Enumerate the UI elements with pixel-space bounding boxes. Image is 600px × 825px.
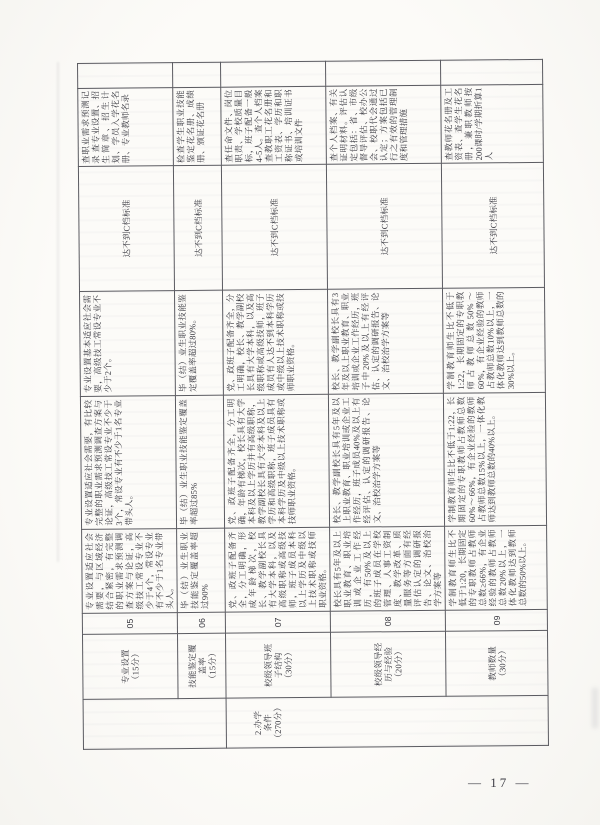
table-row-05 xyxy=(78,63,179,750)
indicator-cell: 校级领导经 历与经验 （20分） xyxy=(330,631,446,697)
scan-edge-artifact xyxy=(592,688,598,728)
grade-b-cell: 毕（结）业生职业技能鉴定覆盖率超过85% xyxy=(175,395,224,528)
scan-bleed-artifact xyxy=(57,62,59,562)
grade-c-cell: 校长、教学副校长具有3年及以上职业教育、职业培训或企业工作经历，班子中20%及以上有经评估、认定的调研报告、论文、治校治学方案等 xyxy=(327,288,443,394)
score-cell-empty xyxy=(173,62,221,87)
below-c-cell: 达不到C档标准 xyxy=(78,166,174,292)
below-c-cell: 达不到C档标准 xyxy=(326,163,442,289)
verification-method-cell: 查任命文件、岗位职责、学校质量目标，班子配备一般4-5人。查个人档案 查教职工花名册和工资表、学历和职称证书、培训证书或培训文件 xyxy=(221,86,327,165)
page-number: — 17 — xyxy=(468,775,532,790)
grade-a-cell: 学制教育师生比不低于1:20，长期固定的专职教师占教师总数≥66%，有企业经验的教师占教师总数20%以上，一体化教师达到教师总数的50%以上。 xyxy=(445,525,548,610)
row-number-cell: 07 xyxy=(225,611,330,633)
row-number-cell: 09 xyxy=(445,609,547,631)
verification-method-cell: 检查学生职业技能鉴定花名册、成绩册、颁证花名册 xyxy=(173,87,222,165)
section-cell: 2.办学 条件 （270分） xyxy=(226,695,548,748)
evaluation-criteria-table xyxy=(77,59,549,750)
below-c-cell: 达不到C档标准 xyxy=(221,164,327,290)
verification-method-cell: 查教师花名册及工资表、查学生花名册，兼职教师按200课时/学期折算1人 xyxy=(441,84,544,163)
score-cell-empty xyxy=(221,61,326,87)
score-cell-empty xyxy=(440,59,542,85)
score-cell-empty xyxy=(78,63,173,89)
rotated-table-container xyxy=(77,60,527,750)
row-number-cell: 05 xyxy=(82,613,177,635)
grade-a-cell: 毕（结）业生职业技能鉴定覆盖率超过90% xyxy=(177,528,226,612)
grade-b-cell: 校长、教学副校长具有5年及以上职业教育、职业培训或企业工作经历，班子成员40%及以上有经评估、认定的调研报告、论文、治校治学方案等 xyxy=(328,393,444,527)
indicator-cell: 校级领导班 子结构 （30分） xyxy=(225,632,331,698)
table-row-09 xyxy=(440,59,548,746)
grade-b-cell: 学制教育师生比不低于1:22，长期固定的专职教师占教师总数60%～66%，有企业经验的教师占教师总数15%以上，一体化教师达到教师总数的40%以上。 xyxy=(443,392,546,526)
verification-method-cell: 查个人档案、有关证明材料。评估认定包括：省、市级督导评估、校办公会、校职代会通过认定；方案包括已行之有效的管理制度和管理措施 xyxy=(326,85,442,164)
below-c-cell: 达不到C档标准 xyxy=(441,162,544,288)
grade-a-cell: 党、政班子配备齐全，分工明确，形成年龄梯次，校长、教学副校长具有大学本科，以及高级职称或高级技师，班子成员本科以上学历及中级以上技术职称或技师职业资格。 xyxy=(225,527,331,612)
grade-a-cell: 校长具有5年及以上职业教育、职业培训或企业工作经历，有50%及以上的班子成员在学校管理、人事工资制度、教学改革、质量服务等方面有经评估认定的调研报告、论文、治校治学方案等 xyxy=(330,526,446,611)
section-cell-empty xyxy=(83,698,226,749)
table-row-07 xyxy=(221,61,332,748)
table-row-08 xyxy=(326,60,447,747)
grade-c-cell: 党、政班子配备齐全，分工明确，校长、教学副校长具有大学本科，以及高级职称或高级技师，班子成员有人达不到本科学历或中级以上技术职称或技师职业资格。 xyxy=(222,289,328,395)
grade-c-cell: 专业设置基本适应社会需要，高级技工常设专业不少于2个。 xyxy=(80,291,176,397)
indicator-cell: 专业设置 （15分） xyxy=(82,634,178,700)
below-c-cell: 达不到C档标准 xyxy=(173,165,222,290)
row-number-cell: 06 xyxy=(177,612,225,633)
grade-b-cell: 专业设置适应社会需要，有比较完整的职业需求预测调查方案与论证，高级技工常设专业不少于3个，常设专业有不少于1名专业带头人。 xyxy=(80,396,176,530)
grade-a-cell: 专业设置适应社会需要，与区域经济结合紧密，有完整的职业需求预测调查方案与论证，高级技工常设专业不少于4个，常设专业有不少于1名专业带头人。 xyxy=(82,529,178,614)
table-row-06 xyxy=(173,62,227,748)
indicator-cell: 教师数量 （30分） xyxy=(445,630,548,696)
grade-b-cell: 党、政班子配备齐全，分工明确，年龄有梯次，校长具有大学本科及以上学历并有高级职称，教学副校长具有大学本科及以上学历和高级职称，班子成员具有本科学历及中级以上技术职称或技师职业资格。 xyxy=(223,394,329,528)
grade-c-cell: 毕（结）业生职业技能鉴定覆盖率超过80%。 xyxy=(174,290,223,395)
row-number-cell: 08 xyxy=(330,610,445,632)
verification-method-cell: 查职业需求预测记录 查专业设置、招生简章、招生计划、学员入学花名册、专业教师名录 xyxy=(78,88,174,167)
grade-c-cell: 学制教育师生比不低于1:22，长期固定的专职教师占教师总数50%～60%，有企业经验的教师占教师总数10%以上，一体化教师达到教师总数的30%以上。 xyxy=(442,287,545,393)
score-cell-empty xyxy=(326,60,441,86)
indicator-cell: 技能鉴定覆 盖率 （15分） xyxy=(177,633,226,698)
